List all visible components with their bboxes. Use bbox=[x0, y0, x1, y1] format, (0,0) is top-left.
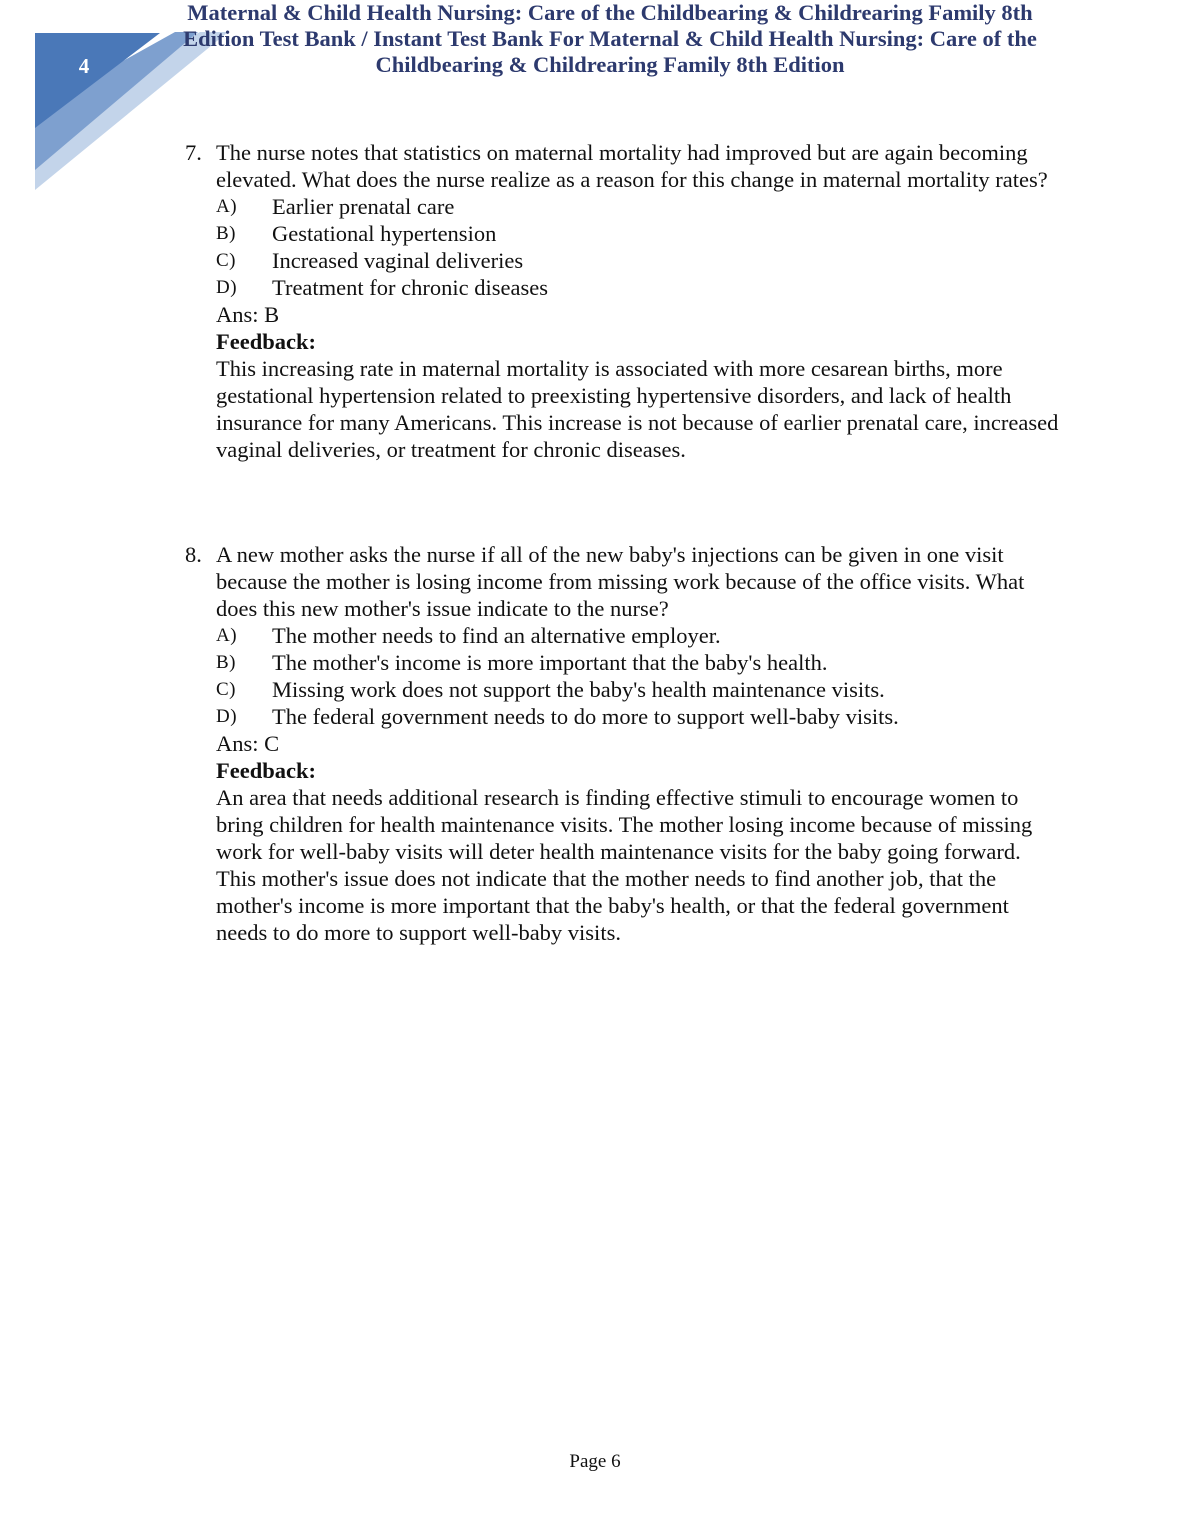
option-text: Missing work does not support the baby's health maintenance visits. bbox=[272, 677, 885, 702]
question-stem: A new mother asks the nurse if all of the new baby's injections can be given in one visit because the mother is losing income from missing work because of the office visits. What does this new mother's issue indicate to the nurse? bbox=[216, 542, 1025, 621]
question-stem: The nurse notes that statistics on maternal mortality had improved but are again becoming elevated. What does the nurse realize as a reason for this change in maternal mortality rates? bbox=[216, 140, 1048, 192]
question-body bbox=[216, 541, 1065, 946]
option-letter: A) bbox=[216, 625, 238, 646]
option-letter: D) bbox=[216, 706, 238, 727]
document-header-title: Maternal & Child Health Nursing: Care of the Childbearing & Childrearing Family 8th Edition Test Bank / Instant Test Bank For Maternal & Child Health Nursing: Care of the Childbearing & Childrearing Family 8th Edition bbox=[183, 0, 1037, 77]
question-8 bbox=[185, 541, 1065, 946]
option-text: The federal government needs to do more to support well-baby visits. bbox=[272, 704, 899, 729]
page-number-badge: 4 bbox=[78, 54, 90, 78]
question-body bbox=[216, 139, 1065, 463]
options-list bbox=[216, 193, 1065, 301]
feedback-text: An area that needs additional research is finding effective stimuli to encourage women to bring children for health maintenance visits. The mother losing income because of missing work for well-baby visits will deter health maintenance visits for the baby going forward. This mother's issue does not indicate that the mother needs to find another job, that the mother's income is more important that the baby's health, or that the federal government needs to do more to support well-baby visits. bbox=[216, 785, 1033, 945]
option-c bbox=[216, 676, 1065, 703]
option-text: Treatment for chronic diseases bbox=[272, 275, 548, 300]
option-text: The mother's income is more important that the baby's health. bbox=[272, 650, 828, 675]
answer-key: Ans: B bbox=[216, 302, 280, 327]
option-b bbox=[216, 649, 1065, 676]
option-letter: B) bbox=[216, 223, 236, 244]
options-list bbox=[216, 622, 1065, 730]
option-text: The mother needs to find an alternative employer. bbox=[272, 623, 721, 648]
option-d bbox=[216, 274, 1065, 301]
answer-key: Ans: C bbox=[216, 731, 280, 756]
feedback-text: This increasing rate in maternal mortality is associated with more cesarean births, more gestational hypertension related to preexisting hypertensive disorders, and lack of health insurance for many Americans. This increase is not because of earlier prenatal care, increased vaginal deliveries, or treatment for chronic diseases. bbox=[216, 356, 1059, 462]
question-number: 8. bbox=[185, 542, 202, 567]
option-letter: C) bbox=[216, 250, 236, 271]
option-text: Increased vaginal deliveries bbox=[272, 248, 524, 273]
feedback-label: Feedback: bbox=[216, 758, 316, 783]
option-b bbox=[216, 220, 1065, 247]
option-text: Earlier prenatal care bbox=[272, 194, 455, 219]
question-7 bbox=[185, 139, 1065, 463]
option-letter: C) bbox=[216, 679, 236, 700]
feedback-label: Feedback: bbox=[216, 329, 316, 354]
question-number: 7. bbox=[185, 140, 202, 165]
option-letter: D) bbox=[216, 277, 238, 298]
option-a bbox=[216, 622, 1065, 649]
option-letter: A) bbox=[216, 196, 238, 217]
page-footer: Page 6 bbox=[569, 1451, 621, 1472]
option-d bbox=[216, 703, 1065, 730]
option-letter: B) bbox=[216, 652, 236, 673]
option-c bbox=[216, 247, 1065, 274]
option-a bbox=[216, 193, 1065, 220]
option-text: Gestational hypertension bbox=[272, 221, 497, 246]
